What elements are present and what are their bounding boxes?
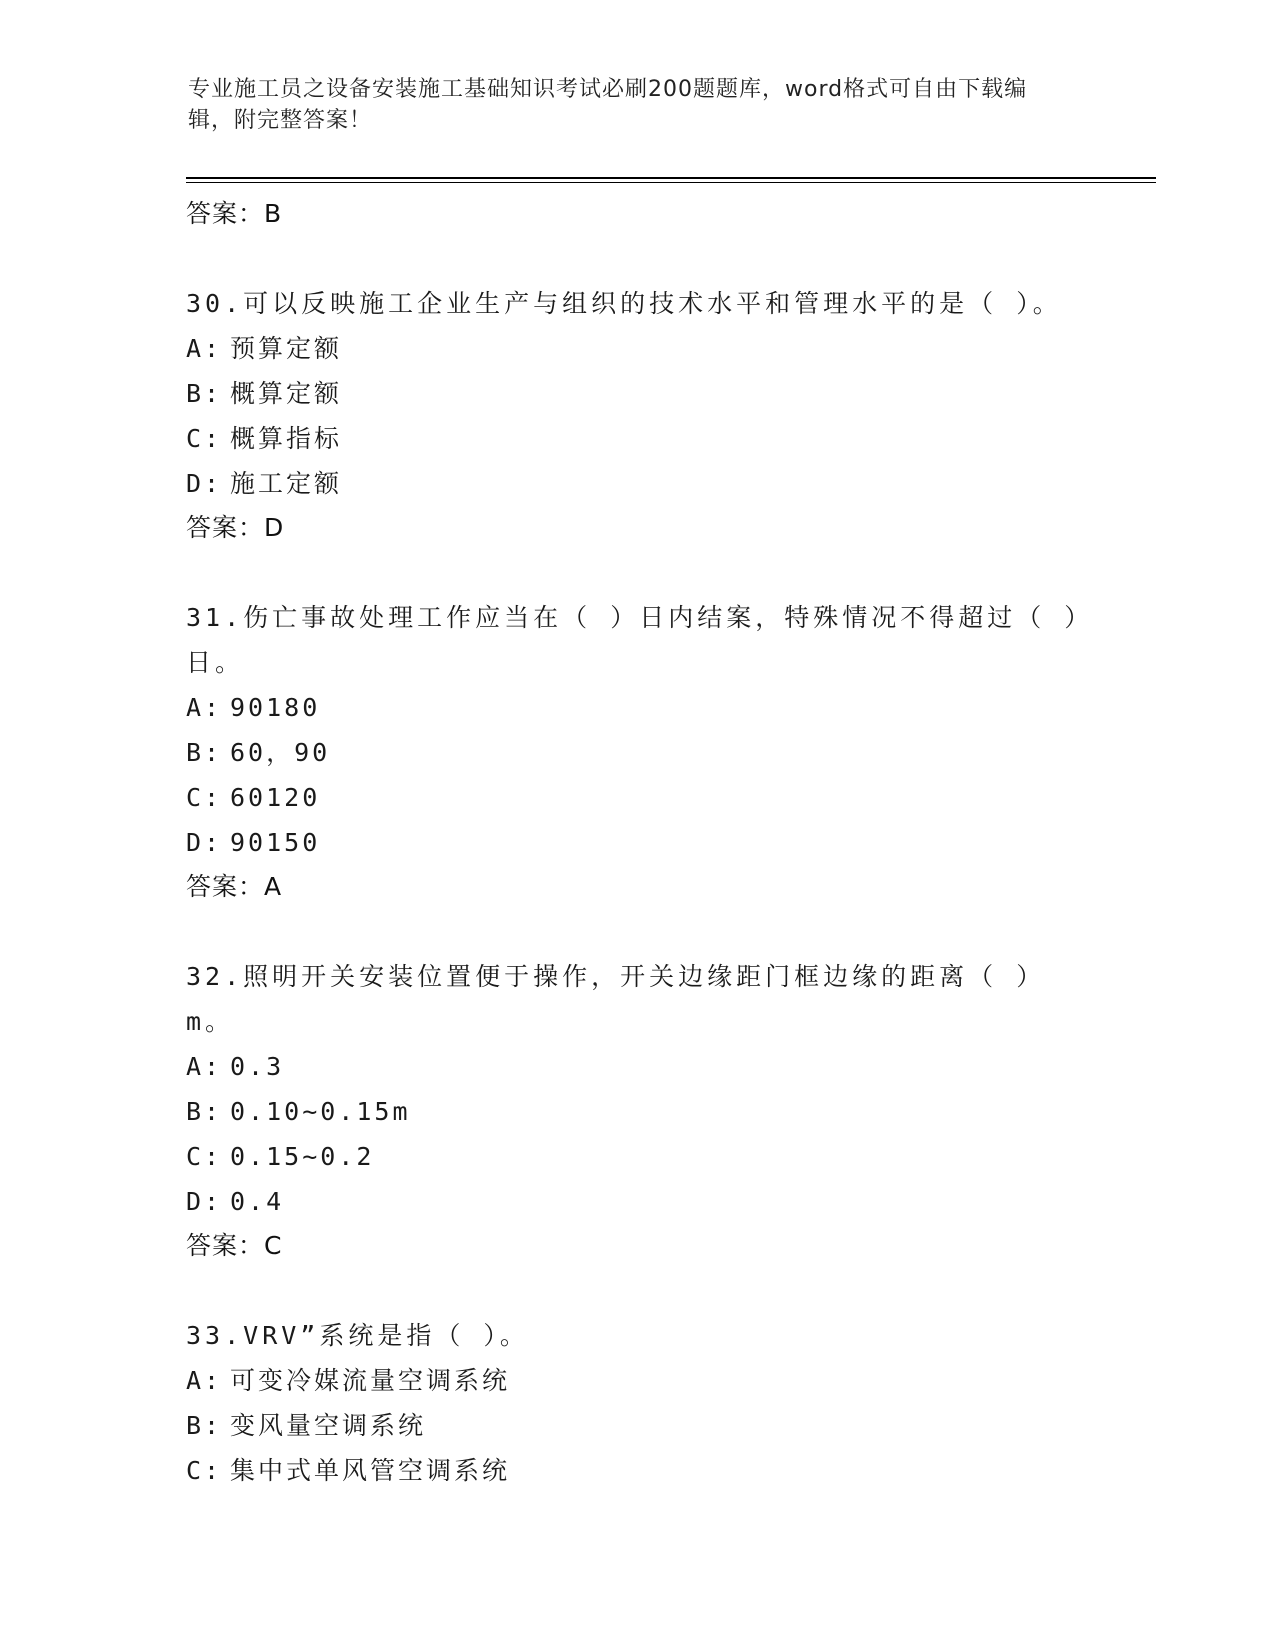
option-b: [186, 371, 1086, 416]
option-b: [186, 1089, 1086, 1134]
option-c: [186, 1448, 1086, 1493]
question-32: [186, 954, 1086, 1268]
option-a: [186, 1044, 1086, 1089]
option-text: 0.15~0.2: [230, 1142, 375, 1171]
option-letter: B:: [186, 1411, 223, 1440]
option-letter: C:: [186, 1142, 223, 1171]
question-stem: 33.VRV”系统是指（ ）。: [186, 1321, 529, 1350]
option-text: 60120: [230, 783, 321, 812]
option-letter: A:: [186, 693, 223, 722]
option-b: [186, 730, 1086, 775]
question-33: [186, 1313, 1086, 1493]
answer-line: 答案：A: [186, 872, 283, 901]
header-divider-thin: [186, 182, 1156, 183]
spacer: [186, 909, 1086, 954]
option-letter: D:: [186, 469, 223, 498]
option-letter: C:: [186, 1456, 223, 1485]
header-divider-thick: [186, 177, 1156, 179]
option-text: 概算定额: [230, 379, 343, 408]
spacer: [186, 236, 1086, 281]
option-d: [186, 1179, 1086, 1224]
answer-line: 答案：D: [186, 513, 285, 542]
option-letter: A:: [186, 1366, 223, 1395]
question-30: [186, 281, 1086, 550]
option-text: 90150: [230, 828, 321, 857]
option-text: 集中式单风管空调系统: [230, 1456, 511, 1485]
option-letter: B:: [186, 738, 223, 767]
option-a: [186, 326, 1086, 371]
option-letter: A:: [186, 1052, 223, 1081]
spacer: [186, 550, 1086, 595]
option-text: 概算指标: [230, 424, 343, 453]
option-text: 90180: [230, 693, 321, 722]
option-letter: B:: [186, 1097, 223, 1126]
question-list: [186, 192, 1086, 1493]
option-text: 预算定额: [230, 334, 343, 363]
option-letter: C:: [186, 424, 223, 453]
option-c: [186, 416, 1086, 461]
option-letter: D:: [186, 1187, 223, 1216]
question-stem: 31.伤亡事故处理工作应当在（ ）日内结案，特殊情况不得超过（ ）日。: [186, 603, 1081, 677]
document-header-title: 专业施工员之设备安装施工基础知识考试必刷200题题库，word格式可自由下载编辑，附完整答案！: [188, 77, 1028, 133]
spacer: [186, 1268, 1086, 1313]
option-d: [186, 461, 1086, 506]
option-c: [186, 1134, 1086, 1179]
option-text: 变风量空调系统: [230, 1411, 427, 1440]
option-a: [186, 685, 1086, 730]
option-b: [186, 1403, 1086, 1448]
option-text: 0.4: [230, 1187, 285, 1216]
option-text: 施工定额: [230, 469, 343, 498]
option-text: 0.3: [230, 1052, 285, 1081]
option-letter: A:: [186, 334, 223, 363]
question-31: [186, 595, 1086, 909]
option-letter: C:: [186, 783, 223, 812]
option-text: 0.10~0.15m: [230, 1097, 411, 1126]
option-text: 60，90: [230, 738, 331, 767]
question-stem: 32.照明开关安装位置便于操作，开关边缘距门框边缘的距离（ ）m。: [186, 962, 1046, 1036]
option-c: [186, 775, 1086, 820]
previous-answer: 答案：B: [186, 199, 283, 228]
option-text: 可变冷媒流量空调系统: [230, 1366, 511, 1395]
option-a: [186, 1358, 1086, 1403]
option-letter: B:: [186, 379, 223, 408]
option-letter: D:: [186, 828, 223, 857]
question-stem: 30.可以反映施工企业生产与组织的技术水平和管理水平的是（ ）。: [186, 289, 1062, 318]
option-d: [186, 820, 1086, 865]
answer-line: 答案：C: [186, 1231, 283, 1260]
